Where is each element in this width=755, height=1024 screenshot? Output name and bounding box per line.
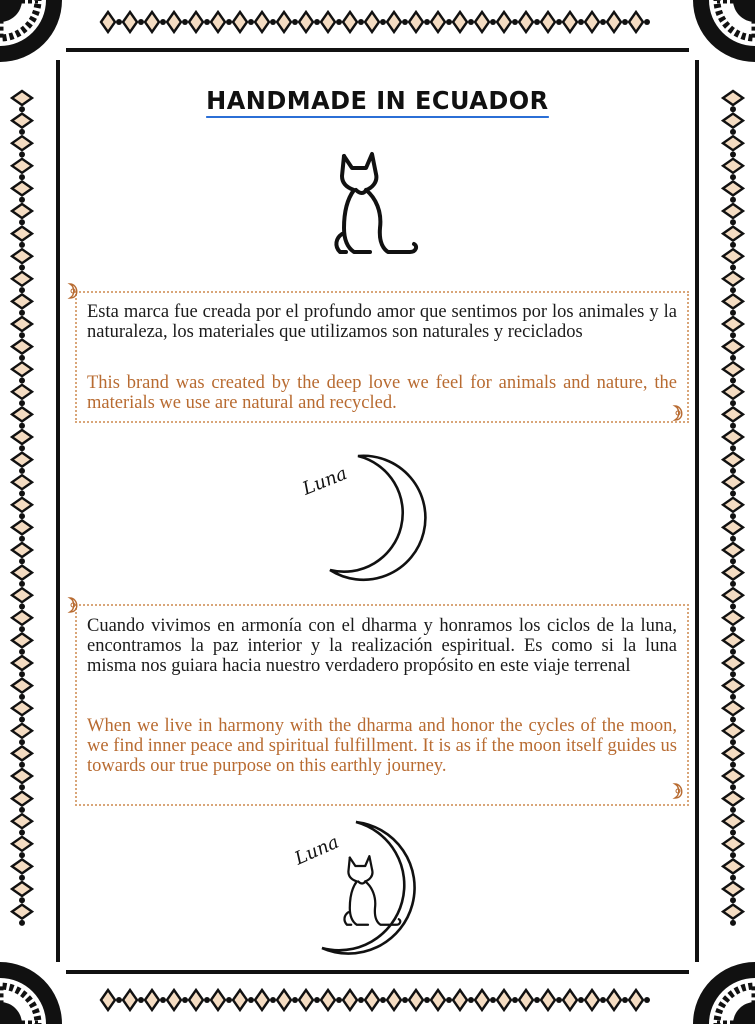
border-diamond — [607, 12, 621, 32]
border-dot — [730, 807, 736, 813]
border-diamond — [101, 990, 115, 1010]
border-diamond — [12, 520, 32, 534]
border-dot — [424, 997, 430, 1003]
border-dot — [19, 513, 25, 519]
cat-icon — [330, 148, 420, 260]
border-diamond — [211, 12, 225, 32]
border-dot — [270, 997, 276, 1003]
border-diamond — [723, 611, 743, 625]
border-dot — [622, 997, 628, 1003]
brand-story-english: This brand was created by the deep love we feel for animals and nature, the materials we use are natural and recycled. — [87, 373, 677, 413]
border-dot — [19, 739, 25, 745]
border-diamond — [541, 12, 555, 32]
border-dot — [19, 784, 25, 790]
border-dot — [730, 558, 736, 564]
border-dot — [534, 997, 540, 1003]
border-diamond — [723, 724, 743, 738]
dharma-english: When we live in harmony with the dharma and honor the cycles of the moon, we find inner peace and spiritual fulfillment. It is as if the moon itself guides us towards our true purpose on this earthly journey. — [87, 716, 677, 776]
page-title-text: HANDMADE IN ECUADOR — [206, 86, 548, 118]
border-diamond — [723, 340, 743, 354]
border-diamond — [101, 12, 115, 32]
border-dot — [730, 265, 736, 271]
border-diamond — [12, 814, 32, 828]
border-diamond — [497, 12, 511, 32]
border-dot — [138, 997, 144, 1003]
border-dot — [19, 378, 25, 384]
border-dot — [490, 997, 496, 1003]
border-dot — [730, 355, 736, 361]
border-dot — [19, 491, 25, 497]
border-diamond — [167, 12, 181, 32]
border-diamond — [497, 990, 511, 1010]
border-dot — [556, 997, 562, 1003]
border-diamond — [723, 227, 743, 241]
border-dot — [336, 19, 342, 25]
border-dot — [19, 830, 25, 836]
border-diamond — [519, 12, 533, 32]
border-dot — [730, 762, 736, 768]
border-diamond — [723, 136, 743, 150]
border-dot — [248, 19, 254, 25]
border-dot — [730, 513, 736, 519]
border-dot — [19, 807, 25, 813]
border-diamond — [723, 430, 743, 444]
left-diamond-border — [12, 91, 32, 926]
border-diamond — [475, 990, 489, 1010]
border-dot — [402, 19, 408, 25]
border-diamond — [723, 769, 743, 783]
border-dot — [19, 445, 25, 451]
border-dot — [600, 997, 606, 1003]
border-diamond — [409, 12, 423, 32]
border-dot — [446, 997, 452, 1003]
border-dot — [19, 626, 25, 632]
border-dot — [730, 129, 736, 135]
border-dot — [160, 19, 166, 25]
moon-mark-icon — [671, 404, 687, 422]
border-dot — [644, 19, 650, 25]
border-diamond — [723, 294, 743, 308]
border-diamond — [277, 12, 291, 32]
border-dot — [19, 219, 25, 225]
border-diamond — [123, 12, 137, 32]
border-dot — [468, 997, 474, 1003]
border-diamond — [519, 990, 533, 1010]
border-diamond — [723, 407, 743, 421]
border-diamond — [409, 990, 423, 1010]
border-diamond — [12, 385, 32, 399]
border-diamond — [12, 362, 32, 376]
border-dot — [468, 19, 474, 25]
border-diamond — [12, 566, 32, 580]
border-diamond — [12, 837, 32, 851]
border-diamond — [123, 990, 137, 1010]
border-diamond — [723, 566, 743, 580]
border-diamond — [12, 181, 32, 195]
border-diamond — [211, 990, 225, 1010]
border-diamond — [321, 990, 335, 1010]
border-dot — [730, 468, 736, 474]
border-diamond — [723, 656, 743, 670]
border-dot — [19, 536, 25, 542]
border-diamond — [12, 453, 32, 467]
border-diamond — [12, 204, 32, 218]
border-dot — [19, 242, 25, 248]
luna-cat-moon-logo — [286, 812, 446, 962]
border-dot — [730, 174, 736, 180]
border-diamond — [343, 990, 357, 1010]
bottom-diamond-border — [101, 990, 650, 1010]
border-diamond — [723, 159, 743, 173]
border-dot — [730, 626, 736, 632]
border-dot — [730, 332, 736, 338]
border-diamond — [12, 724, 32, 738]
border-diamond — [629, 990, 643, 1010]
border-dot — [578, 997, 584, 1003]
border-dot — [314, 19, 320, 25]
border-diamond — [723, 882, 743, 896]
border-diamond — [12, 543, 32, 557]
border-dot — [270, 19, 276, 25]
border-diamond — [723, 792, 743, 806]
border-diamond — [723, 543, 743, 557]
border-dot — [19, 152, 25, 158]
border-diamond — [453, 990, 467, 1010]
right-diamond-border — [723, 91, 743, 926]
border-dot — [730, 875, 736, 881]
border-diamond — [629, 12, 643, 32]
border-dot — [446, 19, 452, 25]
border-dot — [19, 332, 25, 338]
border-dot — [730, 852, 736, 858]
border-diamond — [723, 453, 743, 467]
border-diamond — [12, 701, 32, 715]
border-diamond — [607, 990, 621, 1010]
border-diamond — [723, 633, 743, 647]
top-diamond-border — [101, 12, 650, 32]
border-diamond — [723, 362, 743, 376]
border-dot — [204, 997, 210, 1003]
border-dot — [730, 694, 736, 700]
border-dot — [19, 174, 25, 180]
border-dot — [19, 717, 25, 723]
border-diamond — [723, 859, 743, 873]
border-dot — [358, 997, 364, 1003]
border-dot — [730, 378, 736, 384]
page-title — [0, 86, 755, 118]
border-diamond — [343, 12, 357, 32]
brand-story-box — [75, 291, 689, 423]
border-diamond — [12, 792, 32, 806]
border-dot — [19, 852, 25, 858]
border-dot — [19, 604, 25, 610]
border-dot — [19, 671, 25, 677]
border-diamond — [723, 498, 743, 512]
border-dot — [19, 581, 25, 587]
border-diamond — [12, 136, 32, 150]
border-diamond — [563, 12, 577, 32]
moon-mark-icon — [671, 782, 687, 800]
border-dot — [160, 997, 166, 1003]
border-dot — [19, 400, 25, 406]
border-diamond — [189, 990, 203, 1010]
border-diamond — [585, 990, 599, 1010]
border-diamond — [723, 905, 743, 919]
border-diamond — [563, 990, 577, 1010]
border-dot — [402, 997, 408, 1003]
border-diamond — [723, 520, 743, 534]
border-diamond — [723, 588, 743, 602]
border-dot — [19, 197, 25, 203]
border-dot — [19, 920, 25, 926]
border-dot — [19, 694, 25, 700]
border-dot — [534, 19, 540, 25]
border-diamond — [12, 633, 32, 647]
border-diamond — [12, 588, 32, 602]
border-dot — [226, 19, 232, 25]
border-dot — [730, 491, 736, 497]
moon-mark-icon — [66, 282, 82, 300]
dharma-spanish: Cuando vivimos en armonía con el dharma y honramos los ciclos de la luna, encontramos la paz interior y la realización espiritual. Es como si la luna misma nos guiara hacia nuestro verdadero propósito en este viaje terrenal — [87, 616, 677, 676]
border-diamond — [255, 12, 269, 32]
border-diamond — [12, 227, 32, 241]
border-diamond — [233, 12, 247, 32]
border-diamond — [299, 12, 313, 32]
border-dot — [19, 558, 25, 564]
border-dot — [730, 920, 736, 926]
border-diamond — [12, 769, 32, 783]
border-diamond — [723, 317, 743, 331]
border-diamond — [431, 990, 445, 1010]
border-diamond — [12, 430, 32, 444]
border-diamond — [12, 475, 32, 489]
border-dot — [314, 997, 320, 1003]
border-dot — [512, 997, 518, 1003]
border-diamond — [12, 272, 32, 286]
border-diamond — [12, 679, 32, 693]
border-diamond — [431, 12, 445, 32]
corner-bottom-right-ornament — [693, 962, 755, 1024]
corner-top-right-ornament — [693, 0, 755, 62]
border-dot — [19, 468, 25, 474]
border-dot — [556, 19, 562, 25]
border-diamond — [723, 701, 743, 715]
border-dot — [19, 649, 25, 655]
border-dot — [730, 197, 736, 203]
border-diamond — [233, 990, 247, 1010]
border-dot — [204, 19, 210, 25]
border-diamond — [145, 990, 159, 1010]
corner-bottom-left-ornament — [0, 962, 62, 1024]
border-dot — [336, 997, 342, 1003]
border-dot — [622, 19, 628, 25]
border-diamond — [12, 882, 32, 896]
border-diamond — [12, 249, 32, 263]
border-dot — [19, 129, 25, 135]
border-dot — [730, 445, 736, 451]
border-diamond — [723, 814, 743, 828]
border-diamond — [12, 159, 32, 173]
border-dot — [730, 671, 736, 677]
border-diamond — [12, 656, 32, 670]
border-dot — [730, 830, 736, 836]
border-diamond — [12, 407, 32, 421]
border-diamond — [365, 12, 379, 32]
border-dot — [19, 265, 25, 271]
border-dot — [248, 997, 254, 1003]
border-dot — [578, 19, 584, 25]
border-diamond — [723, 746, 743, 760]
border-diamond — [475, 12, 489, 32]
border-dot — [730, 287, 736, 293]
border-dot — [116, 997, 122, 1003]
border-dot — [19, 762, 25, 768]
border-dot — [490, 19, 496, 25]
border-dot — [730, 219, 736, 225]
border-dot — [730, 310, 736, 316]
border-diamond — [723, 385, 743, 399]
border-dot — [644, 997, 650, 1003]
border-dot — [424, 19, 430, 25]
border-dot — [358, 19, 364, 25]
luna-moon-logo — [296, 446, 446, 582]
border-dot — [600, 19, 606, 25]
border-dot — [730, 897, 736, 903]
border-diamond — [723, 475, 743, 489]
border-diamond — [12, 905, 32, 919]
border-diamond — [277, 990, 291, 1010]
border-diamond — [723, 249, 743, 263]
border-dot — [226, 997, 232, 1003]
border-dot — [730, 717, 736, 723]
moon-mark-icon — [66, 596, 82, 614]
border-dot — [292, 997, 298, 1003]
border-diamond — [387, 12, 401, 32]
border-dot — [730, 784, 736, 790]
corner-top-left-ornament — [0, 0, 62, 62]
border-dot — [730, 649, 736, 655]
brand-story-spanish: Esta marca fue creada por el profundo amor que sentimos por los animales y la naturaleza, los materiales que utilizamos son naturales y reciclados — [87, 302, 677, 342]
cat-icon — [344, 856, 400, 925]
border-dot — [730, 152, 736, 158]
border-dot — [138, 19, 144, 25]
border-diamond — [723, 272, 743, 286]
border-diamond — [255, 990, 269, 1010]
border-dot — [512, 19, 518, 25]
border-diamond — [189, 12, 203, 32]
border-diamond — [12, 611, 32, 625]
luna-script-text: Luna — [291, 831, 343, 870]
border-diamond — [365, 990, 379, 1010]
border-diamond — [12, 340, 32, 354]
luna-script-text: Luna — [299, 462, 351, 500]
border-diamond — [453, 12, 467, 32]
border-dot — [380, 19, 386, 25]
border-dot — [19, 875, 25, 881]
border-diamond — [167, 990, 181, 1010]
dharma-box — [75, 604, 689, 806]
border-dot — [730, 581, 736, 587]
border-diamond — [723, 181, 743, 195]
border-dot — [116, 19, 122, 25]
border-dot — [730, 400, 736, 406]
border-diamond — [723, 837, 743, 851]
border-dot — [730, 739, 736, 745]
border-dot — [730, 536, 736, 542]
border-diamond — [723, 679, 743, 693]
border-dot — [19, 897, 25, 903]
border-dot — [19, 310, 25, 316]
border-diamond — [12, 859, 32, 873]
border-diamond — [321, 12, 335, 32]
border-dot — [182, 997, 188, 1003]
border-dot — [19, 287, 25, 293]
border-diamond — [12, 498, 32, 512]
border-diamond — [723, 204, 743, 218]
border-dot — [730, 604, 736, 610]
border-diamond — [585, 12, 599, 32]
border-dot — [292, 19, 298, 25]
border-dot — [730, 242, 736, 248]
border-diamond — [145, 12, 159, 32]
border-dot — [730, 423, 736, 429]
border-diamond — [12, 294, 32, 308]
border-dot — [19, 423, 25, 429]
border-diamond — [541, 990, 555, 1010]
border-dot — [19, 355, 25, 361]
border-diamond — [12, 746, 32, 760]
border-diamond — [387, 990, 401, 1010]
border-dot — [380, 997, 386, 1003]
border-diamond — [299, 990, 313, 1010]
border-diamond — [12, 317, 32, 331]
border-dot — [182, 19, 188, 25]
